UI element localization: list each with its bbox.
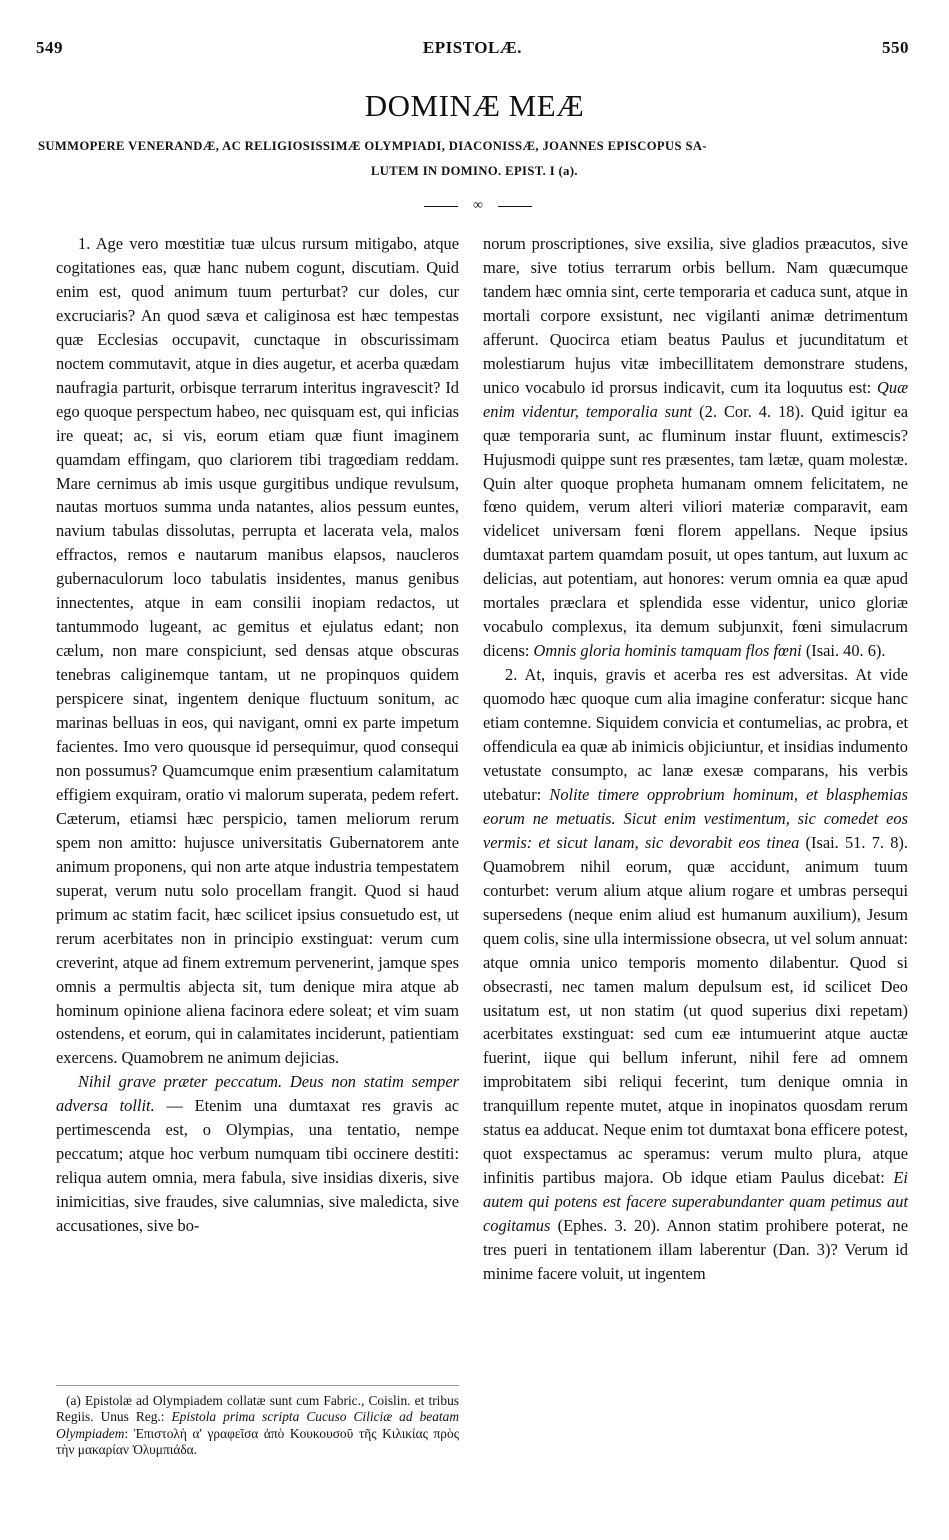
text-run: 2. At, inquis, gravis et acerba res est adversitas. At vide quomodo hæc quoque cum alia imagine conferatur: sicque hanc etiam contemne. Siquidem convicia et contumelias, ac probra, et offendicula ea quæ ab inimicis objiciuntur, et insidias indumento vetustate consumpto, ac lanæ exesæ comparans, his verbis utebatur: — [483, 665, 908, 804]
section-heading-italic: Nihil grave præter peccatum. Deus non statim semper adversa tollit. — [56, 1072, 459, 1116]
footnote-greek: : Ἐπιστολὴ α' γραφεῖσα ἀπὸ Κουκουσοῦ τῆς Κιλικίας πρὸς τὴν μακαρίαν Ὀλυμπιάδα. — [56, 1425, 459, 1457]
paragraph-section-2 — [483, 663, 908, 1286]
footnote-text: (a) Epistolæ ad Olympiadem collatæ sunt cum Fabric., Coislin. et tribus Regiis. Unus Reg.: — [56, 1393, 459, 1425]
footnote-rule — [56, 1385, 459, 1386]
scripture-quote: Quæ enim videntur, temporalia sunt — [483, 377, 908, 421]
paragraph-2-text: — Etenim una dumtaxat res gravis ac pertimescenda est, o Olympias, una tentatio, nempe peccatum; atque hoc verbum numquam tibi occinere destiti: reliqua autem omnia, mera fabula, sive insidias dixeris, sive inimicitias, sive fraudes, sive calumnias, sive maledicta, sive accusationes, sive bo- — [56, 1096, 459, 1236]
scripture-quote: Omnis gloria hominis tamquam flos fœni — [533, 641, 802, 661]
page-number-left: 549 — [36, 38, 63, 57]
text-run: (Isai. 51. 7. 8). Quamobrem nihil eorum, quæ accidunt, animum tuum conturbet: verum alium atque alium rogare et umbras persequi supersedens (neque enim aliud est humanum auxilium), Jesum quem colis, sine ulla intermissione obsecra, ut vel solum annuat: atque omnia unico temporis momento dilabentur. Quod si obsecrasti, nec tamen malum depulsum est, id scilicet Deo usitatum est, ut non statim (ut quod superius dixi repetam) acerbitates exstinguat: sed cum eæ intumuerint atque auctæ fuerint, iique qui bellum inferunt, nihil fere ad omnem improbitatem sibi reliqui fecerint, tum denique omnia in tranquillum repente mutet, atque in inopinatos quosdam rerum status ea adducat. Neque enim tot dumtaxat bona efficere potest, quot exspectamus ac speramus: verum multo plura, atque infinitis partibus majora. Ob idque etiam Paulus dicebat: — [483, 832, 908, 1188]
salutation-line-1: SUMMOPERE VENERANDÆ, AC RELIGIOSISSIMÆ OLYMPIADI, DIACONISSÆ, JOANNES EPISCOPUS SA- — [38, 139, 707, 153]
running-title: EPISTOLÆ. — [422, 38, 523, 57]
page-number-right: 550 — [882, 38, 909, 57]
scripture-quote: Ei autem qui potens est facere superabundanter quam petimus aut cogitamus — [483, 1168, 908, 1236]
ornament-divider: ∞ — [424, 198, 532, 214]
text-run: (2. Cor. 4. 18). Quid igitur ea quæ temporaria sunt, ac fluminum instar fluunt, extimescis? Hujusmodi quippe sunt res præsentes, tam lætæ, quam molestæ. Quin alter quoque propheta humanam omnem felicitatem, ne fœno quidem, verum alteri viliori materiæ comparavit, eam videlicet universam fœni florem appellans. Neque ipsius dumtaxat partem quamdam posuit, ut opes tantum, aut luxum ac delicias, aut potentiam, aut honores: verum omnia ea quæ apud mortales præclara et splendida esse videntur, unico gloriæ vocabulo complexus, ita demum subjunxit, fœni simulacrum dicens: — [483, 401, 909, 661]
right-column — [483, 232, 908, 1286]
running-header — [36, 38, 909, 62]
scripture-quote: Nolite timere opprobrium hominum, et blasphemias eorum ne metuatis. Sicut enim vestimentum, sic comedet eos vermis: et sicut lanam, sic devorabit eos tinea — [483, 784, 908, 852]
footnote — [56, 1393, 459, 1458]
footnote-italic: Epistola prima scripta Cucuso Ciliciæ ad beatam Olympiadem — [56, 1409, 459, 1441]
paragraph-1-continued — [483, 232, 908, 663]
salutation-line-2: LUTEM IN DOMINO. EPIST. I (a). — [371, 164, 578, 178]
left-column — [56, 232, 459, 1238]
text-run: (Ephes. 3. 20). Annon statim prohibere poterat, ne tres pueri in tentationem illam laberentur (Dan. 3)? Verum id minime facere voluit, ut ingentem — [483, 1216, 908, 1283]
letter-salutation — [38, 134, 911, 184]
letter-title: DOMINÆ MEÆ — [364, 88, 585, 123]
paragraph-1: 1. Age vero mœstitiæ tuæ ulcus rursum mitigabo, atque cogitationes eas, quæ hanc nubem cogunt, discutiam. Quid enim est, quod animum tuum perturbat? cur doles, cur excruciaris? An quod sæva et caliginosa est hæc tempestas quæ Ecclesias occupavit, cunctaque in obscurissimam noctem commutavit, atque in dies augetur, et acerba quædam naufragia parturit, orbisque terrarum interitus ingravescit? Id ego quoque perspectum habeo, nec quisquam est, qui inficias ire queat; ac, si vis, eorum etiam quæ fiunt imaginem quamdam effingam, quo clariorem tibi tragœdiam reddam. Mare cernimus ab imis usque gurgitibus undique revulsum, nautas mortuos summa unda natantes, alios pessum euntes, navium tabulas dissolutas, perrupta et lacerata vela, malos effractos, remos e nautarum manibus elapsos, naucleros gubernaculorum loco tabulatis insidentes, manus genibus innectentes, atque in eam consilii inopiam redactos, ut tantummodo lugeant, ac gemitus et ejulatus edant; non cælum, non mare conspiciunt, sed densas atque obscuras tenebras caliginemque tantam, ut ne propinquos quidem perspicere sinat, ingentem denique fluctuum sonitum, ac marinas belluas in eos, qui navigant, omni ex parte impetum facientes. Imo vero quousque id persequimur, quod consequi non possumus? Quamcumque enim præsentium calamitatum effigiem exquiram, oratio vi malorum superata, pedem refert. Cæterum, etiamsi hæc perspicio, tamen meliorum rerum spem non amitto: hujusce universitatis Gubernatorem ante animum proponens, qui non arte atque industria tempestatem superat, verum nutu solo procellam frangit. Quod si haud primum ac statim facit, hæc scilicet ipsius consuetudo est, ut rerum acerbitates non in principio exstinguat: verum cum creverint, atque ad finem extremum pervenerint, jamque spes omnis a permultis abjecta sit, tum denique mira atque ab hominum opinione aliena facinora edere soleat; et vim suam ostendens, et eorum, qui in calamitates inciderunt, patientiam exercens. Quamobrem ne animum dejicias. — [56, 234, 459, 1068]
text-run: norum proscriptiones, sive exsilia, sive gladios præacutos, sive mare, sive totius terrarum orbis bellum. Nam quæcumque tandem hæc omnia sint, certe temporaria et caduca sunt, atque in mortali corpore exsistunt, nec vigilanti animæ detrimentum afferunt. Quocirca etiam beatus Paulus et jucunditatum et molestiarum hujus vitæ imbecillitatem demonstrare studens, unico vocabulo id prorsus indicavit, cum ita loquutus est: — [483, 234, 908, 397]
paragraph-2 — [56, 1070, 459, 1238]
text-run: (Isai. 40. 6). — [801, 641, 886, 661]
